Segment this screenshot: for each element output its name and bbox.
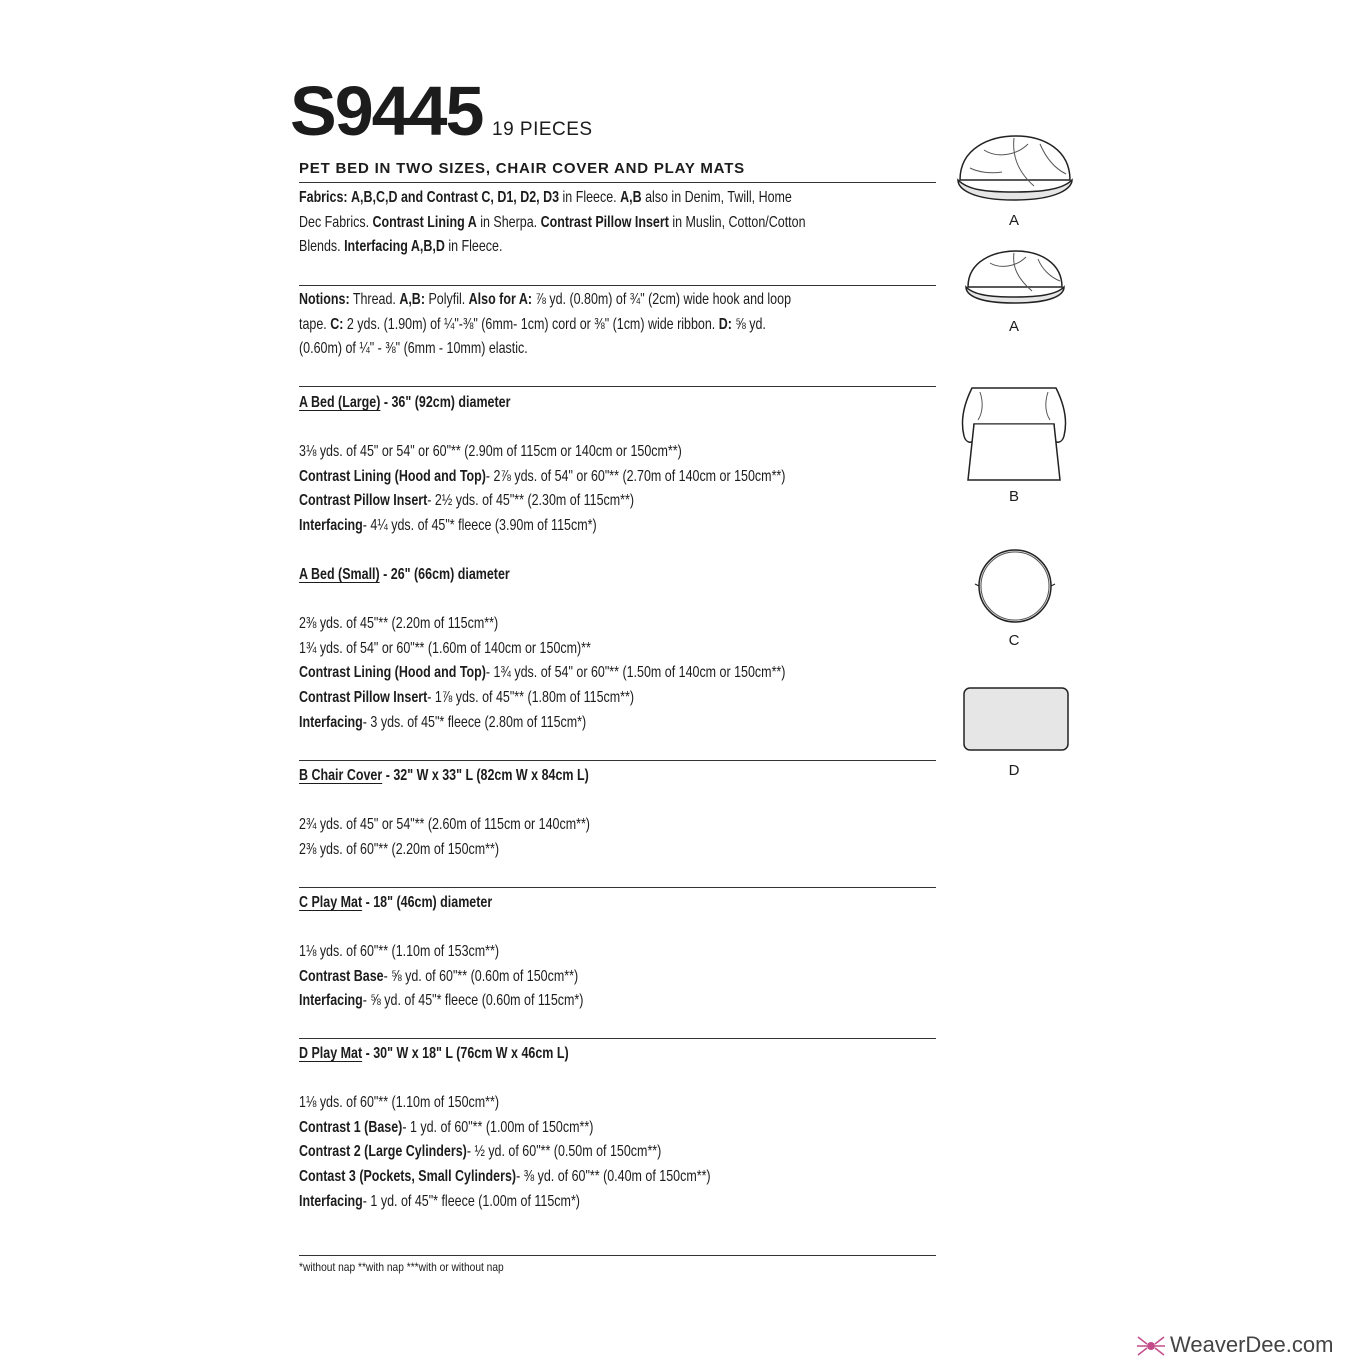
pattern-title: PET BED IN TWO SIZES, CHAIR COVER AND PLAY MATS (299, 160, 745, 177)
figure-label-c: C (1008, 632, 1020, 649)
divider (299, 887, 936, 888)
play-mat-rect-illustration (960, 684, 1072, 754)
figure-label-a: A (1008, 212, 1019, 229)
divider (299, 1255, 936, 1256)
figure-label-b: B (1008, 488, 1019, 505)
bed-large-illustration (950, 128, 1080, 210)
figure-label-a: A (1008, 318, 1019, 335)
bed-small-illustration (960, 245, 1070, 311)
pieces-count: 19 PIECES (492, 119, 593, 140)
chair-cover-illustration (958, 380, 1070, 484)
divider (299, 285, 936, 286)
divider (299, 182, 936, 183)
play-mat-round-illustration (970, 546, 1060, 630)
section-b-chair: B Chair Cover - 32" W x 33" L (82cm W x 84cm L) 2¾ yds. of 45" or 54"** (2.60m of 115cm or 140cm**) 2⅜ yds. of 60"** (2.20m of 150cm**) (299, 767, 590, 858)
brand-name: WeaverDee.com (1170, 1332, 1334, 1357)
notions-block: Notions: Thread. A,B: Polyfil. Also for A: ⅞ yd. (0.80m) of ¾" (2cm) wide hook and loop tape. C: 2 yds. (1.90m) of ¼"-⅜" (6mm- 1cm) cord or ⅜" (1cm) wide ribbon. D: ⅝ yd. (0.60m) of ¼" - ⅜" (6mm - 10mm) elastic. (299, 291, 792, 358)
divider (299, 760, 936, 761)
footnote: *without nap **with nap ***with or without nap (299, 1260, 504, 1274)
spider-logo-icon (1136, 1333, 1166, 1359)
figure-label-d: D (1008, 762, 1020, 779)
divider (299, 1038, 936, 1039)
pattern-code: S9445 (290, 72, 483, 150)
section-a-large: A Bed (Large) - 36" (92cm) diameter 3⅛ yds. of 45" or 54" or 60"** (2.90m of 115cm or 140cm or 150cm**) Contrast Lining (Hood and Top)- 2⅞ yds. of 54" or 60"** (2.70m of 140cm or 150cm**) Contrast Pillow Insert- 2½ yds. of 45"** (2.30m of 115cm**) Interfacing- 4¼ yds. of 45"* fleece (3.90m of 115cm*) (299, 394, 786, 534)
section-c-mat: C Play Mat - 18" (46cm) diameter 1⅛ yds. of 60"** (1.10m of 153cm**) Contrast Base- ⅝ yd. of 60"** (0.60m of 150cm**) Interfacing- ⅝ yd. of 45"* fleece (0.60m of 115cm*) (299, 894, 584, 1010)
brand-watermark (1136, 1332, 1333, 1359)
section-d-mat: D Play Mat - 30" W x 18" L (76cm W x 46cm L) 1⅛ yds. of 60"** (1.10m of 150cm**) Contrast 1 (Base)- 1 yd. of 60"** (1.00m of 150cm**) Contrast 2 (Large Cylinders)- ½ yd. of 60"** (0.50m of 150cm**) Contast 3 (Pockets, Small Cylinders)- ⅜ yd. of 60"** (0.40m of 150cm**) Interfacing- 1 yd. of 45"* fleece (1.00m of 115cm*) (299, 1045, 711, 1210)
section-a-small: A Bed (Small) - 26" (66cm) diameter 2⅜ yds. of 45"** (2.20m of 115cm**) 1¾ yds. of 54" or 60"** (1.60m of 140cm or 150cm)** Contrast Lining (Hood and Top)- 1¾ yds. of 54" or 60"** (1.50m of 140cm or 150cm**) Contrast Pillow Insert- 1⅞ yds. of 45"** (1.80m of 115cm**) Interfacing- 3 yds. of 45"* fleece (2.80m of 115cm*) (299, 566, 786, 731)
fabrics-block: Fabrics: A,B,C,D and Contrast C, D1, D2, D3 in Fleece. A,B also in Denim, Twill, Home Dec Fabrics. Contrast Lining A in Sherpa. Contrast Pillow Insert in Muslin, Cotton/Cotton Blends. Interfacing A,B,D in Fleece. (299, 189, 806, 256)
divider (299, 386, 936, 387)
